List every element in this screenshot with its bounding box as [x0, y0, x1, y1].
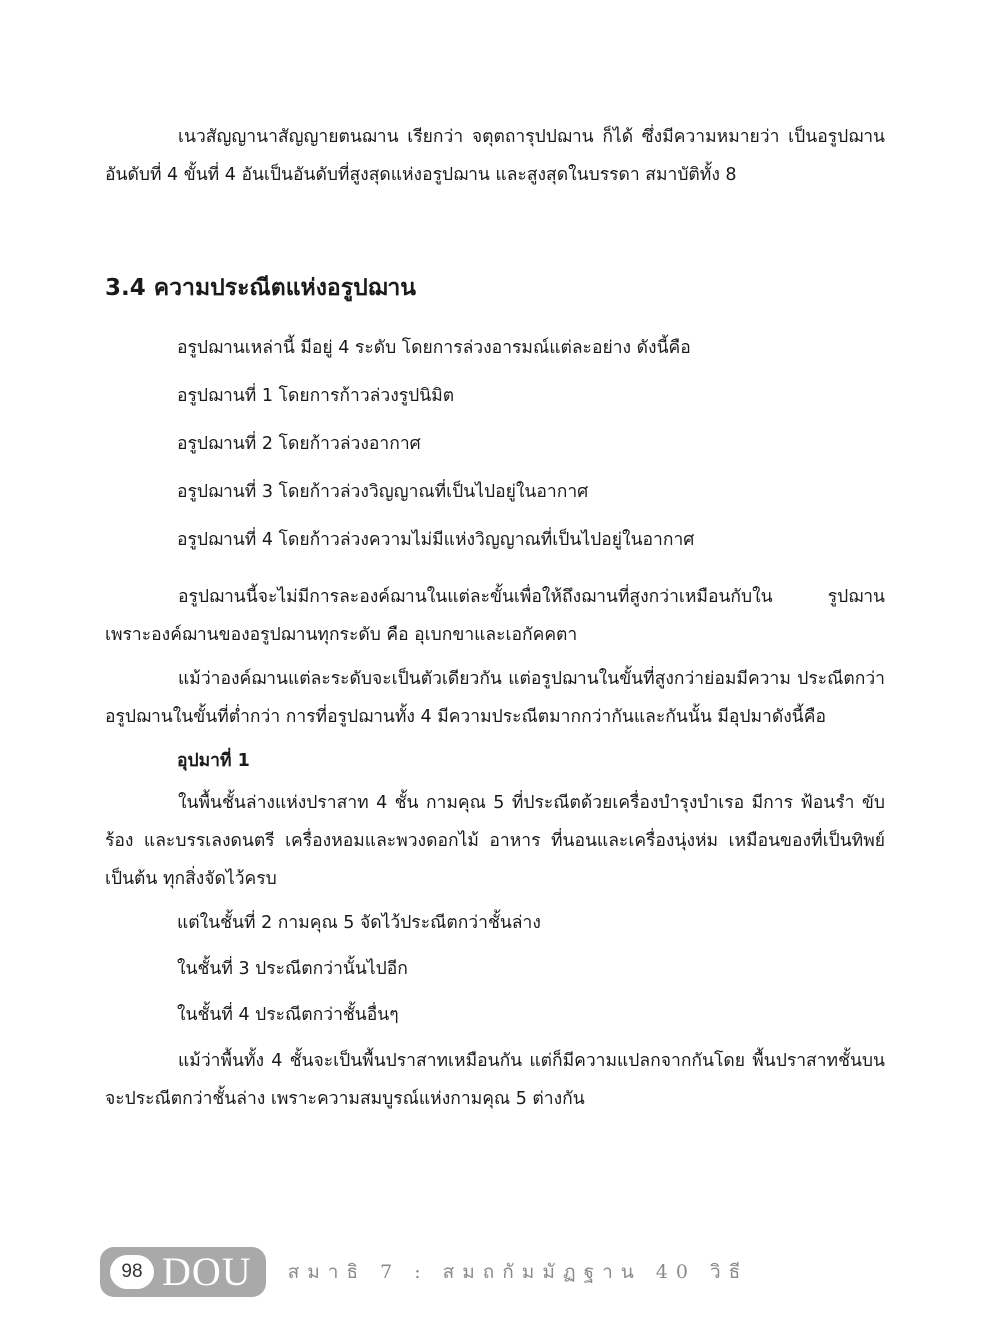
paragraph-no-factor-abandon: อรูปฌานนี้จะไม่มีการละองค์ฌานในแต่ละขั้นเพื่อให้ถึงฌานที่สูงกว่าเหมือนกับใน รูปฌาน เพราะองค์ฌานของอรูปฌานทุกระดับ คือ อุเบกขาและเอกัคคตา [105, 587, 885, 645]
section-heading: 3.4 ความประณีตแห่งอรูปฌาน [105, 275, 416, 301]
level-item-1: อรูปฌานที่ 1 โดยการก้าวล่วงรูปนิมิต [177, 386, 455, 406]
level-item-4: อรูปฌานที่ 4 โดยก้าวล่วงความไม่มีแห่งวิญญาณที่เป็นไปอยู่ในอากาศ [177, 530, 695, 550]
paragraph-refinement: แม้ว่าองค์ฌานแต่ละระดับจะเป็นตัวเดียวกัน แต่อรูปฌานในขั้นที่สูงกว่าย่อมมีความ ประณีตกว่าอรูปฌานในขั้นที่ต่ำกว่า การที่อรูปฌานทั้ง 4 มีความประณีตมากกว่ากันและกันนั้น มีอุปมาดังนี้คือ [105, 669, 885, 727]
level-item-2: อรูปฌานที่ 2 โดยก้าวล่วงอากาศ [177, 434, 421, 454]
levels-intro: อรูปฌานเหล่านี้ มีอยู่ 4 ระดับ โดยการล่วงอารมณ์แต่ละอย่าง ดังนี้คือ [177, 338, 691, 358]
level-item-3: อรูปฌานที่ 3 โดยก้าวล่วงวิญญาณที่เป็นไปอยู่ในอากาศ [177, 482, 589, 502]
footer-badge [100, 1247, 266, 1297]
page-footer [100, 1246, 748, 1298]
book-title: สมาธิ 7 : สมถกัมมัฏฐาน 40 วิธี [287, 1261, 749, 1283]
dou-logo: DOU [162, 1249, 252, 1294]
intro-paragraph: เนวสัญญานาสัญญายตนฌาน เรียกว่า จตุตถารุปปฌาน ก็ได้ ซึ่งมีความหมายว่า เป็นอรูปฌานอันดับที่ 4 ขั้นที่ 4 อันเป็นอันดับที่สูงสุดแห่งอรูปฌาน และสูงสุดในบรรดา สมาบัติทั้ง 8 [105, 127, 885, 185]
floor-item-2: แต่ในชั้นที่ 2 กามคุณ 5 จัดไว้ประณีตกว่าชั้นล่าง [177, 913, 541, 933]
floor-item-3: ในชั้นที่ 3 ประณีตกว่านั้นไปอีก [177, 959, 408, 979]
simile-paragraph: ในพื้นชั้นล่างแห่งปราสาท 4 ชั้น กามคุณ 5 ที่ประณีตด้วยเครื่องบำรุงบำเรอ มีการ ฟ้อนรำ ขับร้อง และบรรเลงดนตรี เครื่องหอมและพวงดอกไม้ อาหาร ที่นอนและเครื่องนุ่งห่ม เหมือนของที่เป็นทิพย์ เป็นต้น ทุกสิ่งจัดไว้ครบ [105, 793, 885, 889]
floor-item-4: ในชั้นที่ 4 ประณีตกว่าชั้นอื่นๆ [177, 1005, 399, 1025]
page-number: 98 [110, 1255, 154, 1289]
closing-paragraph: แม้ว่าพื้นทั้ง 4 ชั้นจะเป็นพื้นปราสาทเหมือนกัน แต่ก็มีความแปลกจากกันโดย พื้นปราสาทชั้นบนจะประณีตกว่าชั้นล่าง เพราะความสมบูรณ์แห่งกามคุณ 5 ต่างกัน [105, 1051, 885, 1109]
simile-heading: อุปมาที่ 1 [177, 751, 250, 771]
page-content [105, 118, 885, 1118]
